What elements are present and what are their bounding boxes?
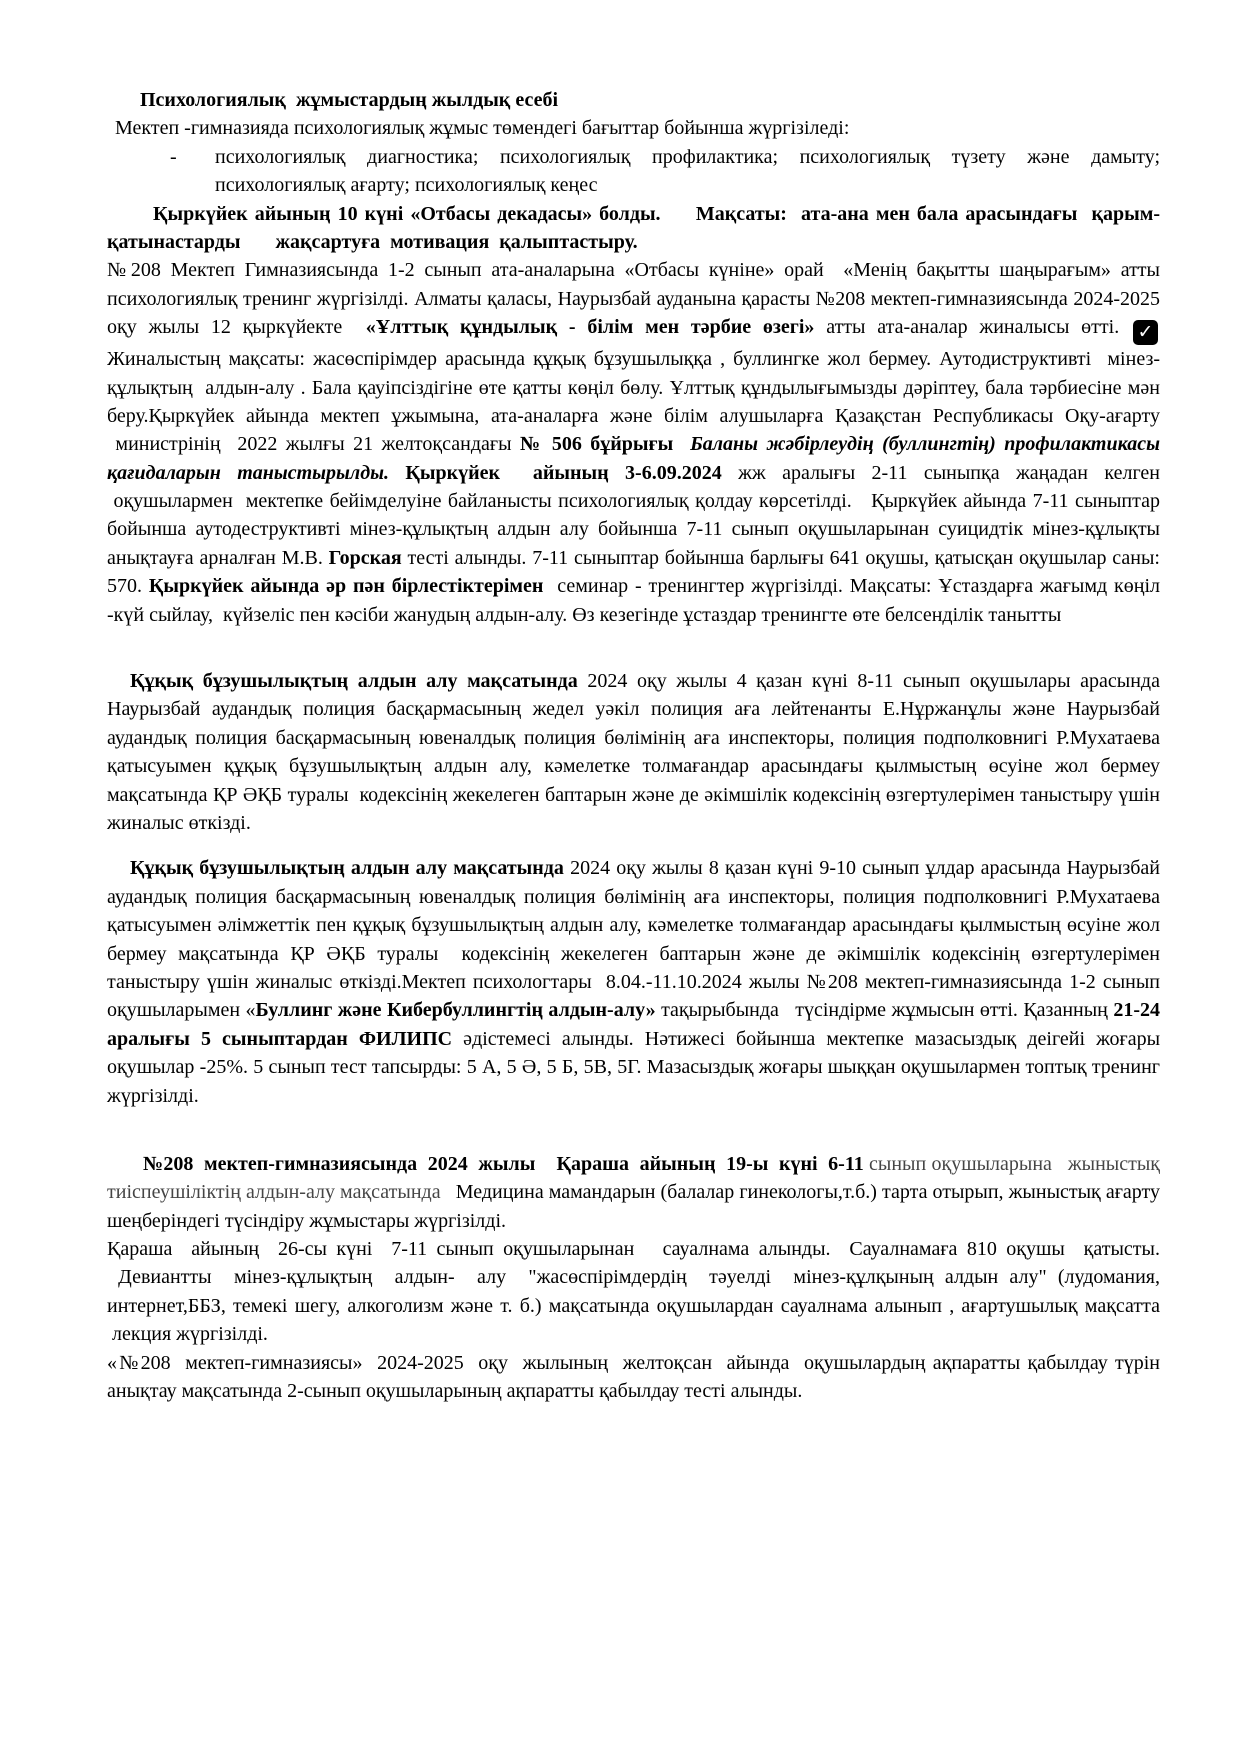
text-run: 2024 оқу жылы 4 қазан күні 8-11 сынып оқушылары арасында Наурызбай аудандық полиция басқармасының жедел уәкіл полиция аға лейтенанты Е.Нұржанұлы және Наурызбай аудандық полиция басқармасының ювеналдық полиция бөлімінің аға инспекторы, полиция подполковнигі Р.Мухатаева қатысуымен құқық бұзушылықтың алдын алу, кәмелетке толмағандар арасындағы қылмыстың өсуіне жол бермеу мақсатында ҚР ӘҚБ туралы кодексінің жекелеген баптарын және де әкімшілік кодексінің өзгертулерімен таныстыру үшін жиналыс өткізді.: [107, 670, 1160, 834]
text-run: №208 Мектеп Гимназиясында 1-2 сынып ата-аналарына «Отбасы күніне» орай «Менің бақытты шаңырағым» атты психологиялық тренинг жүргізілді. Алматы қаласы, Наурызбай ауданына қарасты №208 мектеп-гимназиясында 2024-2025 оқу жылы 12 қыркүйекте: [107, 259, 1160, 339]
text-run: тақырыбында түсіндірме жұмысын өтті. Қазанның: [655, 999, 1114, 1022]
muted-run: сынып оқушыларына жыныстық тиіспеушіліктің алдын-алу мақсатында: [107, 1152, 1160, 1204]
page-title: Психологиялық жұмыстардың жылдық есебі: [140, 89, 559, 111]
paragraph-december: «№208 мектеп-гимназиясы» 2024-2025 оқу жылының желтоқсан айында оқушылардың ақпаратты қабылдау түрін анықтау мақсатында 2-сынып оқушыларының ақпаратты қабылдау тесті алынды.: [107, 1351, 1160, 1403]
paragraph-october-8: [107, 854, 1160, 1110]
paragraph-september: [107, 256, 1160, 629]
text-run: әдістемесі алынды. Нәтижесі бойынша мектепке мазасыздық деігейі жоғары оқушылар -25%. 5 сынып тест тапсырды: 5 А, 5 Ә, 5 Б, 5В, 5Г. Мазасыздық жоғары шыққан оқушылармен топтық тренинг жүргізілді.: [107, 1027, 1161, 1107]
bold-run: Құқық бұзушылықтың алдын алу мақсатында: [130, 857, 564, 880]
text-run: жж аралығы 2-11 сыныпқа жаңадан келген оқушылармен мектепке бейімделуіне байланысты психологиялық қолдау көрсетілді. Қыркүйек айында 7-11 сыныптар бойынша аутодеструктивті мінез-құлықтың алдын алу бойынша 7-11 сынып оқушыларынан суицидтік мінез-құлықты анықтауға арналған М.В.: [107, 461, 1160, 569]
bold-run: № 506 бұйрығы: [519, 433, 691, 456]
bold-run: «Ұлттық құндылық - білім мен тәрбие өзегі»: [365, 316, 815, 339]
text-run: Медицина мамандарын (балалар гинекологы,т.б.) тарта отырып, жыныстық ағарту шеңберіндегі түсіндіру жұмыстары жүргізілді.: [107, 1181, 1160, 1232]
bold-run: Горская: [328, 546, 402, 569]
checked-checkbox-icon: ✓: [1133, 320, 1158, 345]
text-run: 2024 оқу жылы 8 қазан күні 9-10 сынып ұлдар арасында Наурызбай аудандық полиция басқармасының ювеналдық полиция бөлімінің аға инспекторы, полиция подполковнигі Р.Мухатаева қатысуымен әлімжеттік пен құқық бұзушылықтың алдын алу, кәмелетке толмағандар арасындағы қылмыстың өсуіне жол бермеу мақсатында ҚР ӘҚБ туралы кодексінің жекелеген баптарын және де әкімшілік кодексінің өзгертулерімен таныстыру үшін жиналыс өткізді.Мектеп психологтары 8.04.-11.10.2024 жылы №208 мектеп-гимназиясында 1-2 сынып оқушыларымен «: [107, 857, 1160, 1022]
bold-italic-run: Баланы жәбірлеудің (буллингтің) профилактикасы қағидаларын таныстырылды.: [107, 433, 1161, 484]
text-run: атты ата-аналар жиналысы өтті.: [814, 316, 1131, 339]
list-item-text: психологиялық диагностика; психологиялық профилактика; психологиялық түзету және дамыту; психологиялық ағарту; психологиялық кеңес: [215, 145, 1160, 197]
text-run: Жиналыстың мақсаты: жасөспірімдер арасында құқық бұзушылыққа , буллингке жол бермеу. Аутодиструктивті мінез-құлықтың алдын-алу . Бала қауіпсіздігіне өте қатты көңіл бөлу. Ұлттық құндылығымызды дәріптеу, бала тәрбиесіне мән беру.Қыркүйек айында мектеп ұжымына, ата-аналарға және білім алушыларға Қазақстан Республикасы Оқу-ағарту министрінің 2022 жылғы 21 желтоқсандағы: [107, 348, 1160, 456]
text-run: тесті алынды. 7-11 сыныптар бойынша барлығы 641 оқушы, қатысқан оқушылар саны: 570.: [107, 546, 1160, 598]
intro-line: Мектеп -гимназияда психологиялық жұмыс төмендегі бағыттар бойынша жүргізіледі:: [115, 117, 850, 140]
bold-run: Буллинг және Кибербуллингтің алдын-алу»: [255, 999, 656, 1022]
bold-run: №208 мектеп-гимназиясында 2024 жылы Қараша айының 19-ы күні 6-11: [143, 1152, 864, 1175]
paragraph-november-19: [107, 1150, 1160, 1235]
text-run: семинар - тренингтер жүргізілді. Мақсаты: Ұстаздарға жағымд көңіл -күй сыйлау, күйзеліс пен кәсіби жанудың алдын-алу. Өз кезегінде ұстаздар тренингте өте белсенділік танытты: [107, 575, 1160, 626]
bold-run: Құқық бұзушылықтың алдын алу мақсатында: [130, 670, 578, 693]
paragraph-october-4: [107, 667, 1160, 837]
list-dash: -: [170, 145, 177, 168]
bullet-list-item: [107, 143, 1160, 200]
bold-run: Қыркүйек айының 3-6.09.2024: [389, 461, 722, 484]
paragraph-november-26: Қараша айының 26-сы күні 7-11 сынып оқушыларынан сауалнама алынды. Сауалнамаға 810 оқушы қатысты. Девиантты мінез-құлықтың алдын- алу "жасөспірімдердің тәуелді мінез-құлқының алдын алу" (лудомания, интернет,ББЗ, темекі шегу, алкоголизм және т. б.) мақсатында оқушылардан сауалнама алынып , ағартушылық мақсатта лекция жүргізілді.: [107, 1238, 1160, 1346]
bold-run: 21-24 аралығы 5 сыныптардан ФИЛИПС: [107, 999, 1160, 1050]
bold-run: Қыркүйек айында әр пән бірлестіктерімен: [148, 575, 544, 598]
paragraph-goal: Қыркүйек айының 10 күні «Отбасы декадасы» болды. Мақсаты: ата-ана мен бала арасындағы қарым-қатынастарды жақсартуға мотивация қалыптастыру.: [107, 202, 1160, 253]
